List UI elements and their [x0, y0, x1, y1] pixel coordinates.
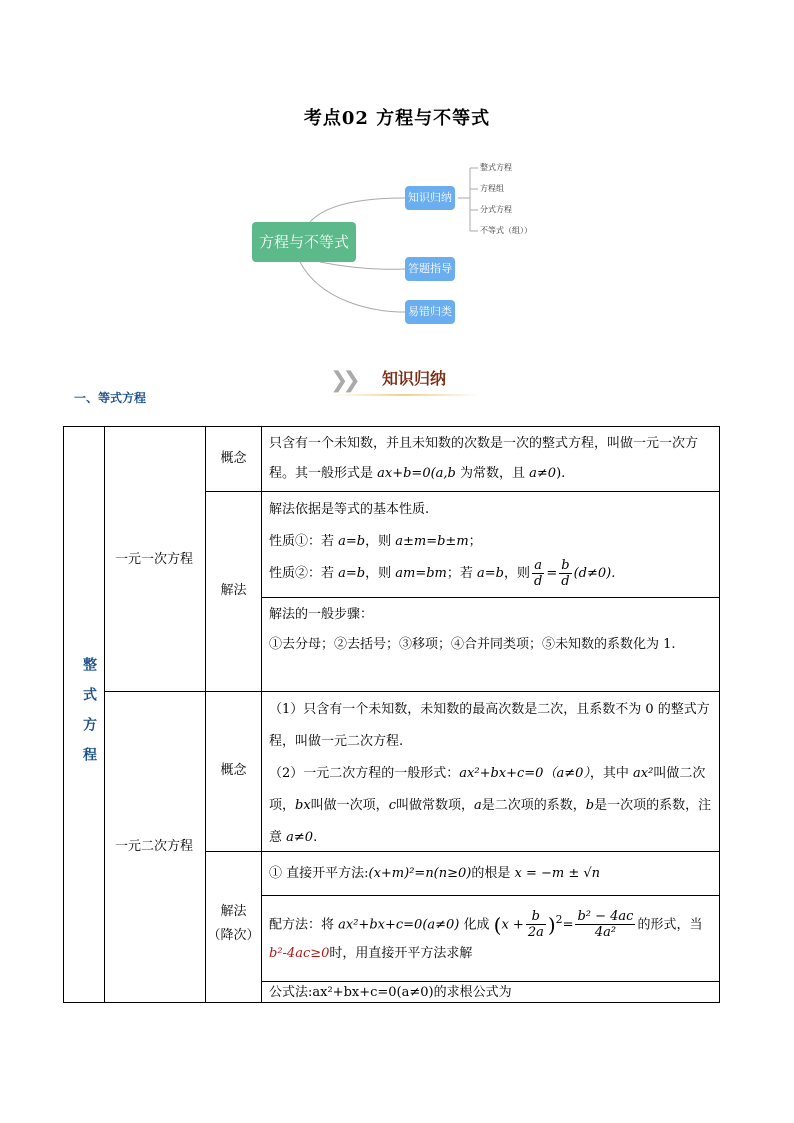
section-banner — [330, 364, 480, 396]
method-line: 解法依据是等式的基本性质. — [269, 502, 430, 517]
method-label-cell — [206, 492, 262, 692]
concept-content — [262, 427, 720, 492]
section-heading: 一、等式方程 — [74, 391, 147, 405]
concept-content — [262, 692, 720, 852]
method-content — [262, 492, 720, 598]
concept-text: 为常数，且 — [455, 466, 530, 481]
method-completing-square: 配方法：将 ax²+bx+c=0(a≠0) 化成 (x + $\frac{b}{2a}$ )$^2$= $\frac{\text{b² − 4ac}}{\text{4a²}}$ 的形式，当 b²-4ac≥0时，用直接开平方法求解 — [262, 896, 720, 982]
steps-title: 解法的一般步骤： — [269, 607, 374, 622]
mindmap-node-knowledge: 知识归纳 — [405, 186, 455, 210]
row-label-cell — [105, 427, 206, 692]
concept-label-cell — [206, 427, 262, 492]
concept-text: 只含有一个未知数，并且未知数的次数是一次的整式方程，叫做一元一次方程。其一般形式是 — [269, 436, 699, 481]
property-1: 性质①：若 a=b，则 a±m=b±m； — [269, 534, 482, 549]
method-label: 解法 — [220, 583, 247, 598]
category-cell — [64, 427, 105, 1003]
row-label-cell — [105, 692, 206, 1003]
formula: ax+b=0(a,b — [377, 466, 456, 481]
fraction: $\frac{\text{b² − 4ac}}{\text{4a²}}$ — [577, 909, 634, 941]
mindmap-root: 方程与不等式 — [252, 222, 356, 262]
condition-highlight: b²-4ac≥0 — [269, 946, 330, 962]
method-direct: ① 直接开平方法:(x+m)²=n(n≥0)的根是 x = −m ± √n — [262, 852, 720, 896]
banner-title: 知识归纳 — [382, 369, 447, 388]
chevron-right-icon: ❯❯ — [330, 368, 355, 393]
mindmap-node-guidance: 答题指导 — [405, 257, 455, 281]
row-label: 一元二次方程 — [115, 839, 194, 854]
row-label: 一元一次方程 — [115, 552, 194, 567]
method-label: 解法 — [220, 904, 247, 919]
mindmap-connectors — [0, 0, 794, 360]
page-title: 考点02 方程与不等式 — [303, 108, 491, 129]
mindmap-leaf: 分式方程 — [480, 205, 512, 214]
formula: a≠0 — [529, 466, 557, 481]
steps-text: ①去分母；②去括号；③移项；④合并同类项；⑤未知数的系数化为 1. — [269, 637, 676, 652]
property-2: 性质②：若 a=b，则 am=bm；若 a=b，则 $\frac{a}{d}$ = $\frac{b}{d}$ (d≠0). — [269, 558, 616, 589]
concept-line: （2）一元二次方程的一般形式：ax²+bx+c=0（a≠0），其中 ax²叫做二次项，bx叫做一次项，c叫做常数项，a是二次项的系数，b是一次项的系数，注意 a≠0. — [269, 766, 712, 845]
mindmap-node-errors: 易错归类 — [405, 300, 455, 324]
method-label-cell — [206, 852, 262, 1003]
concept-text: ). — [556, 466, 566, 481]
concept-label: 概念 — [220, 451, 247, 466]
concept-label-cell — [206, 692, 262, 852]
banner-underline — [330, 394, 480, 396]
fraction: $\frac{b}{2a}$ — [527, 909, 544, 941]
mindmap-leaf: 不等式（组）） — [480, 226, 532, 235]
fraction: $\frac{a}{d}$ — [534, 558, 543, 589]
fraction: $\frac{b}{d}$ — [561, 558, 570, 589]
method-formula: 公式法:ax²+bx+c=0(a≠0)的求根公式为 — [262, 982, 720, 1003]
category-label: 整式方程 — [81, 657, 97, 777]
steps-content — [262, 598, 720, 692]
mindmap-leaf: 整式方程 — [480, 163, 512, 172]
method-sublabel: （降次） — [207, 928, 260, 943]
mindmap — [0, 0, 794, 360]
mindmap-leaf: 方程组 — [480, 184, 504, 193]
concept-label: 概念 — [220, 763, 247, 778]
content-table — [63, 426, 720, 1003]
concept-line: （1）只含有一个未知数，未知数的最高次数是二次，且系数不为 0 的整式方程，叫做一元二次方程. — [269, 702, 710, 749]
